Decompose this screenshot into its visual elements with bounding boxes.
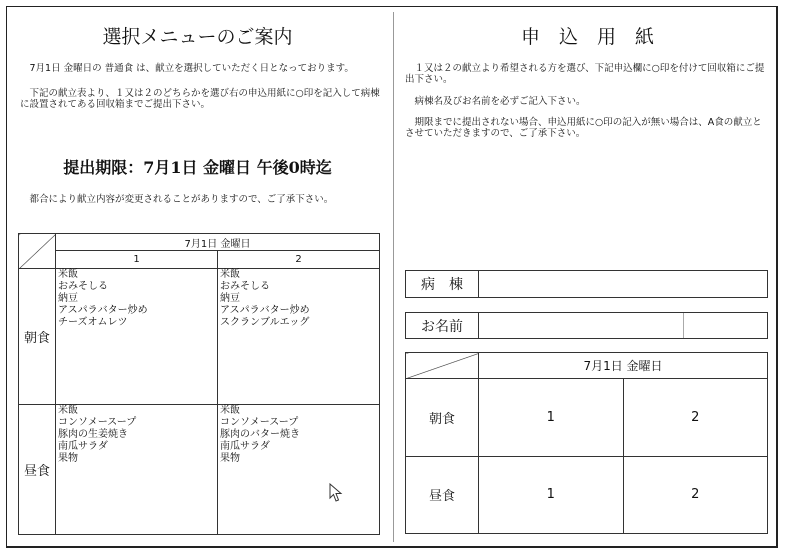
order-corner-cell	[406, 353, 479, 379]
deadline-heading: 提出期限：7月1日 金曜日 午後0時迄	[63, 158, 332, 177]
lunch-choice-1[interactable]: 1	[479, 456, 624, 534]
menu-item: 果物	[220, 453, 240, 464]
menu-item: 米飯	[58, 269, 78, 280]
menu-item: 納豆	[220, 293, 240, 304]
menu-item: 米飯	[58, 405, 78, 416]
ward-label: 病 棟	[406, 271, 479, 297]
menu-item: 南瓜サラダ	[58, 441, 108, 452]
lunch-label: 昼食	[19, 405, 56, 535]
menu-date-header: 7月1日 金曜日	[56, 234, 380, 251]
menu-item: 米飯	[220, 269, 240, 280]
menu-item: アスパラバター炒め	[58, 305, 148, 316]
application-form-title: 申 込 用 紙	[520, 26, 654, 48]
menu-guide-title: 選択メニューのご案内	[102, 26, 293, 48]
form-instruction-3: 期限までに提出されない場合、申込用紙に○印の記入が無い場合は、A食の献立とさせていただきますので、ご了承下さい。	[405, 117, 762, 139]
order-table	[405, 352, 768, 534]
order-breakfast-label: 朝食	[406, 379, 479, 457]
option-1-header: 1	[56, 251, 218, 269]
menu-item: チーズオムレツ	[58, 317, 128, 328]
menu-item: スクランブルエッグ	[220, 317, 310, 328]
instruction-paragraph: 下記の献立表より、１又は２のどちらかを選び右の申込用紙に○印を記入して病棟に設置されてある回収箱までご提出下さい。	[20, 88, 380, 110]
intro-paragraph: 7月1日 金曜日の 普通食 は、献立を選択していただく日となっております。	[29, 63, 354, 74]
name-label: お名前	[406, 313, 479, 338]
menu-item: おみそしる	[220, 281, 270, 292]
menu-item: 果物	[58, 453, 78, 464]
lunch-choice-2[interactable]: 2	[623, 456, 768, 534]
form-instruction-2: 病棟名及びお名前を必ずご記入下さい。	[414, 96, 586, 107]
menu-item: アスパラバター炒め	[220, 305, 310, 316]
ward-input[interactable]	[479, 271, 767, 297]
menu-item: 豚肉の生姜焼き	[58, 429, 128, 440]
menu-item: おみそしる	[58, 281, 108, 292]
menu-item: 納豆	[58, 293, 78, 304]
breakfast-choice-1[interactable]: 1	[479, 379, 624, 457]
page-divider	[393, 12, 394, 542]
change-notice: 都合により献立内容が変更されることがありますので、ご了承下さい。	[29, 194, 334, 205]
ward-field[interactable]	[405, 270, 768, 298]
breakfast-choice-2[interactable]: 2	[623, 379, 768, 457]
name-input[interactable]	[479, 313, 684, 338]
lunch-option-2	[218, 405, 380, 535]
menu-item: 南瓜サラダ	[220, 441, 270, 452]
menu-table	[18, 233, 380, 535]
name-field[interactable]	[405, 312, 768, 339]
form-instruction-1: １又は２の献立より希望される方を選び、下記申込欄に○印を付けて回収箱にご提出下さい。	[405, 63, 765, 85]
menu-item: コンソメースープ	[220, 417, 299, 428]
corner-cell	[19, 234, 56, 269]
menu-item: コンソメースープ	[58, 417, 137, 428]
name-input-extra[interactable]	[684, 313, 767, 338]
order-lunch-label: 昼食	[406, 456, 479, 534]
breakfast-option-2	[218, 269, 380, 405]
menu-item: 豚肉のバター焼き	[220, 429, 300, 440]
option-2-header: 2	[218, 251, 380, 269]
mouse-cursor-icon	[329, 483, 343, 503]
menu-item: 米飯	[220, 405, 240, 416]
breakfast-label: 朝食	[19, 269, 56, 405]
lunch-option-1	[56, 405, 218, 535]
order-date-header: 7月1日 金曜日	[479, 353, 768, 379]
breakfast-option-1	[56, 269, 218, 405]
